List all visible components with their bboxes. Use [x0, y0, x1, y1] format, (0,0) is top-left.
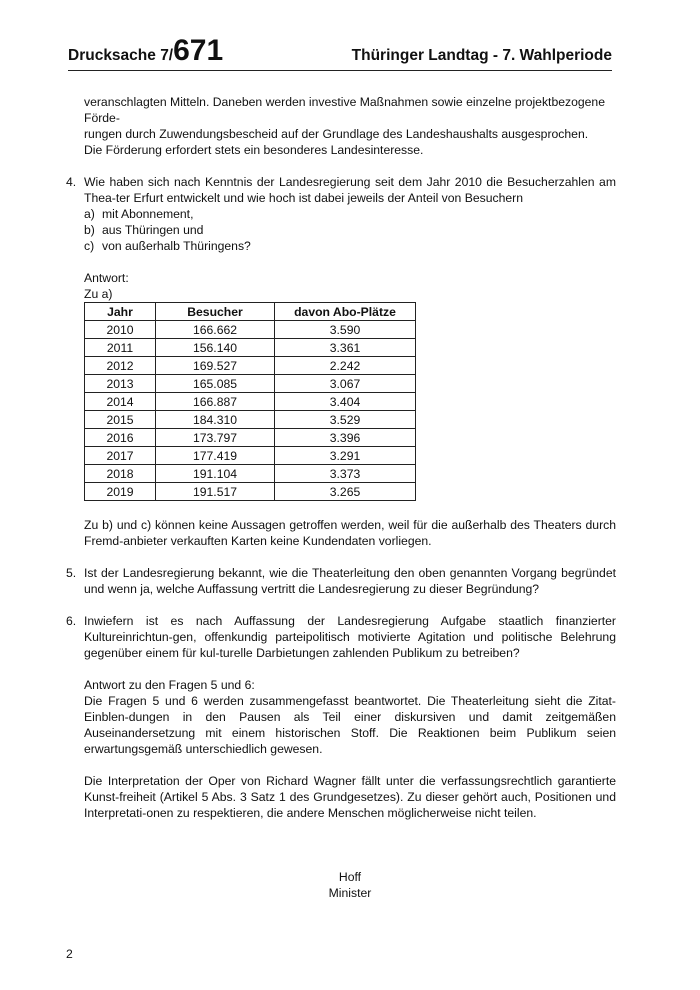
intro-line: rungen durch Zuwendungsbescheid auf der Grundlage des Landeshaushalts ausgesprochen.	[84, 127, 589, 141]
document-number	[68, 36, 223, 66]
table-cell: 3.529	[275, 411, 416, 429]
table-cell: 2017	[85, 447, 156, 465]
question-6	[66, 613, 616, 661]
table-row	[85, 375, 416, 393]
table-cell: 191.517	[156, 483, 275, 501]
question-number: 6.	[66, 614, 77, 628]
table-cell: 2013	[85, 375, 156, 393]
answer-label: Antwort:	[84, 271, 129, 285]
table-body	[85, 321, 416, 501]
table-cell: 166.887	[156, 393, 275, 411]
table-cell: 156.140	[156, 339, 275, 357]
document-number-value: 671	[173, 34, 224, 67]
intro-paragraph	[84, 94, 616, 158]
page-number: 2	[66, 947, 73, 961]
table-row	[85, 483, 416, 501]
table-row	[85, 465, 416, 483]
intro-line: Die Förderung erfordert stets ein besonderes Landesinteresse.	[84, 143, 424, 157]
question-number: 4.	[66, 175, 77, 189]
parliament-title: Thüringer Landtag - 7. Wahlperiode	[351, 47, 612, 64]
list-item: a) mit Abonnement,	[84, 207, 194, 221]
question-5	[66, 565, 616, 597]
table-cell: 2011	[85, 339, 156, 357]
question-4	[66, 174, 616, 254]
table-cell: 3.291	[275, 447, 416, 465]
document-prefix: Drucksache 7/	[68, 47, 174, 64]
question-text: Wie haben sich nach Kenntnis der Landesregierung seit dem Jahr 2010 die Besucherzahlen am Thea-ter Erfurt entwickelt und wie hoch ist dabei jeweils der Anteil von Besuchern	[84, 175, 616, 205]
table-cell: 3.396	[275, 429, 416, 447]
table-cell: 2014	[85, 393, 156, 411]
page-header	[68, 34, 612, 71]
signature-name: Hoff	[338, 870, 362, 884]
table-cell: 2015	[85, 411, 156, 429]
table-cell: 3.404	[275, 393, 416, 411]
list-item: c) von außerhalb Thüringens?	[84, 239, 251, 253]
signature-title: Minister	[328, 886, 372, 900]
table-row	[85, 447, 416, 465]
table-cell: 2012	[85, 357, 156, 375]
column-header: Besucher	[156, 303, 275, 321]
table-cell: 165.085	[156, 375, 275, 393]
question-number: 5.	[66, 566, 77, 580]
question-text: Inwiefern ist es nach Auffassung der Landesregierung Aufgabe staatlich finanzierter Kultureinrichtun-gen, offenkundig parteipolitisch motivierte Agitation und politische Belehrung gegenüber einem für kul-turelle Darbietungen zahlenden Publikum zu betreiben?	[84, 614, 616, 660]
list-item: b) aus Thüringen und	[84, 223, 204, 237]
answer-paragraph: Die Fragen 5 und 6 werden zusammengefasst beantwortet. Die Theaterleitung sieht die Zitat-Einblen-dungen in den Pausen als Teil einer diskursiven und damit zeitgemäßen Auseinandersetzung mit einem historischen Stoff. Die Reaktionen beim Publikum seien erwartungsgemäß unterschiedlich gewesen.	[84, 694, 616, 756]
table-cell: 173.797	[156, 429, 275, 447]
table-cell: 169.527	[156, 357, 275, 375]
table-cell: 2010	[85, 321, 156, 339]
table-cell: 166.662	[156, 321, 275, 339]
column-header: davon Abo-Plätze	[275, 303, 416, 321]
table-cell: 191.104	[156, 465, 275, 483]
table-cell: 3.590	[275, 321, 416, 339]
table-cell: 2.242	[275, 357, 416, 375]
answer-note: Zu b) und c) können keine Aussagen getroffen werden, weil für die außerhalb des Theaters durch Fremd-anbieter verkauften Karten keine Kundendaten vorliegen.	[84, 518, 616, 548]
visitor-table	[84, 302, 416, 501]
table-row	[85, 339, 416, 357]
question-text: Ist der Landesregierung bekannt, wie die Theaterleitung den oben genannten Vorgang begründet und wenn ja, welche Auffassung vertritt die Landesregierung zu dieser Begründung?	[84, 566, 616, 596]
table-cell: 3.373	[275, 465, 416, 483]
table-cell: 177.419	[156, 447, 275, 465]
table-cell: 3.361	[275, 339, 416, 357]
column-header: Jahr	[85, 303, 156, 321]
table-row	[85, 411, 416, 429]
table-cell: 3.067	[275, 375, 416, 393]
answer-label: Antwort zu den Fragen 5 und 6:	[84, 678, 255, 692]
table-row	[85, 429, 416, 447]
table-row	[85, 357, 416, 375]
answer-paragraph: Die Interpretation der Oper von Richard Wagner fällt unter die verfassungsrechtlich garantierte Kunst-freiheit (Artikel 5 Abs. 3 Satz 1 des Grundgesetzes). Zu dieser gehört auch, Positionen und Interpretati-onen zu respektieren, die andere Menschen möglicherweise nicht teilen.	[84, 774, 616, 820]
table-cell: 2016	[85, 429, 156, 447]
table-cell: 3.265	[275, 483, 416, 501]
table-cell: 2019	[85, 483, 156, 501]
answer-sublabel: Zu a)	[84, 287, 113, 301]
intro-line: veranschlagten Mitteln. Daneben werden investive Maßnahmen sowie einzelne projektbezogene Förde-	[84, 95, 605, 125]
table-row	[85, 321, 416, 339]
table-header-row	[85, 303, 416, 321]
table-cell: 2018	[85, 465, 156, 483]
table-row	[85, 393, 416, 411]
table-cell: 184.310	[156, 411, 275, 429]
document-body	[66, 94, 616, 901]
